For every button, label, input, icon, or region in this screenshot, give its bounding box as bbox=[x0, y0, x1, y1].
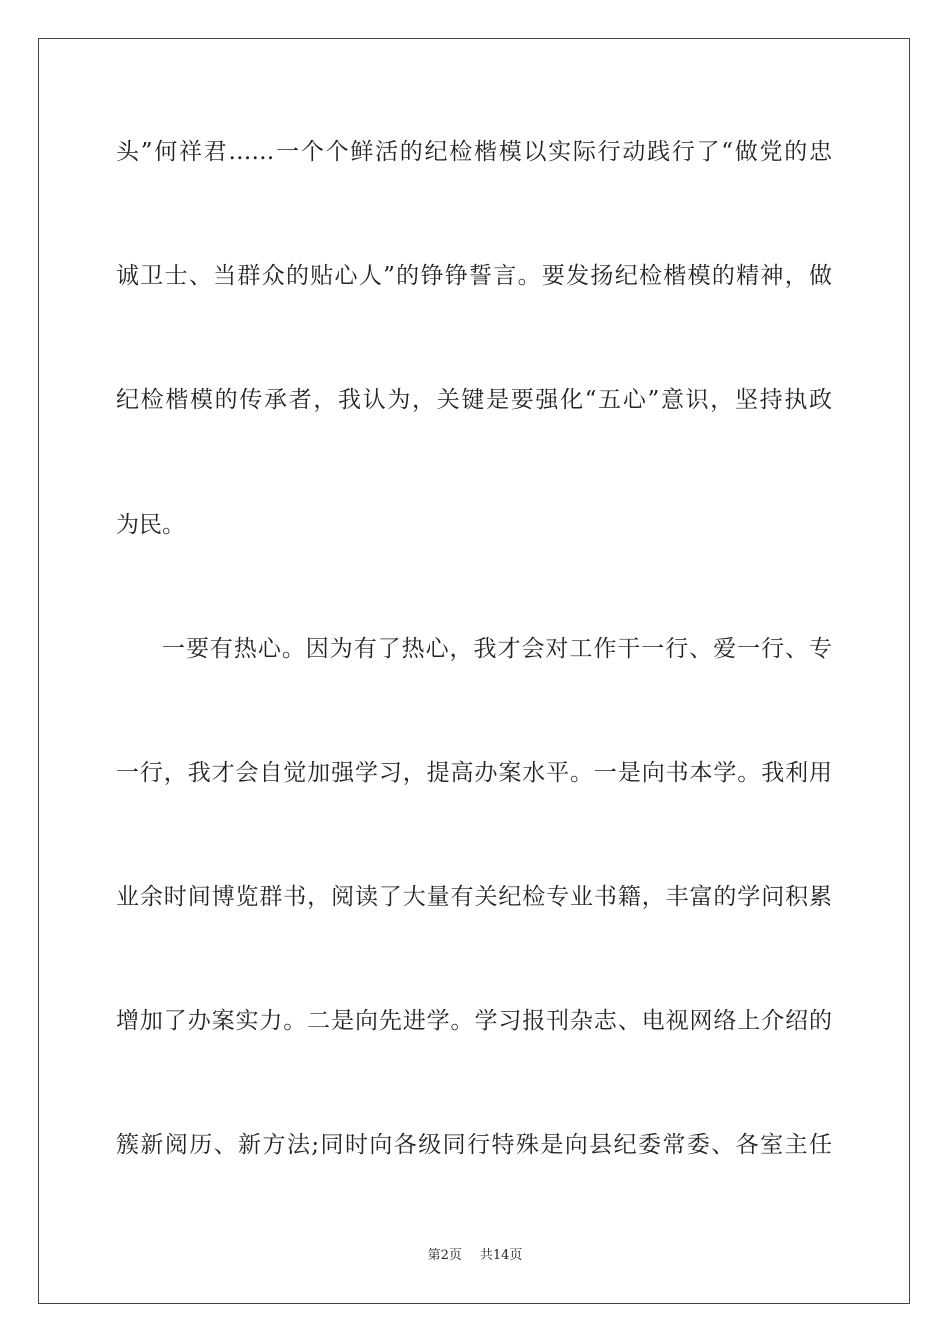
body-line-1: 头”何祥君……一个个鲜活的纪检楷模以实际行动践行了“做党的忠 bbox=[116, 139, 832, 165]
page-border bbox=[38, 38, 910, 1304]
body-line-2: 诚卫士、当群众的贴心人”的铮铮誓言。要发扬纪检楷模的精神，做 bbox=[116, 263, 832, 289]
body-line-6: 一行，我才会自觉加强学习，提高办案水平。一是向书本学。我利用 bbox=[116, 760, 832, 786]
body-line-3: 纪检楷模的传承者，我认为，关键是要强化“五心”意识，坚持执政 bbox=[116, 387, 832, 413]
body-line-8: 增加了办案实力。二是向先进学。学习报刊杂志、电视网络上介绍的 bbox=[116, 1008, 832, 1034]
body-line-4: 为民。 bbox=[116, 512, 185, 538]
body-line-7: 业余时间博览群书，阅读了大量有关纪检专业书籍，丰富的学问积累 bbox=[116, 884, 832, 910]
body-line-9: 簇新阅历、新方法;同时向各级同行特殊是向县纪委常委、各室主任 bbox=[116, 1132, 832, 1158]
page-footer bbox=[0, 1247, 950, 1265]
page-number: 第2页 bbox=[427, 1248, 462, 1263]
page-total: 共14页 bbox=[479, 1248, 523, 1263]
body-line-5: 一要有热心。因为有了热心，我才会对工作干一行、爱一行、专 bbox=[162, 636, 832, 662]
